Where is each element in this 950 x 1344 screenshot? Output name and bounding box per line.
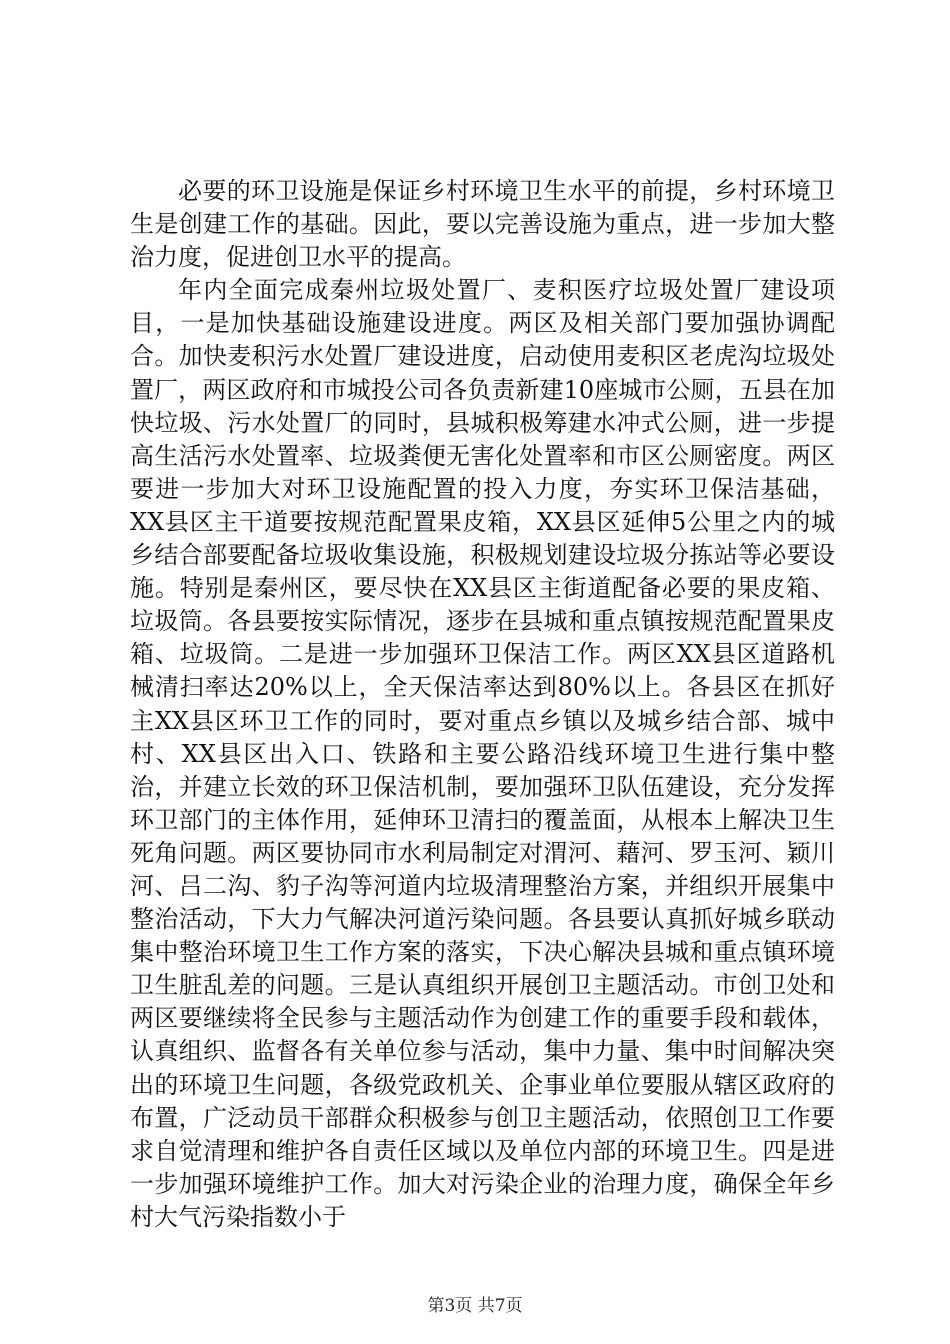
paragraph-2: 年内全面完成秦州垃圾处置厂、麦积医疗垃圾处置厂建设项目，一是加快基础设施建设进度。两区及相关部门要加强协调配合。加快麦积污水处置厂建设进度，启动使用麦积区老虎沟垃圾处置厂，两区政府和市城投公司各负责新建10座城市公厕，五县在加快垃圾、污水处置厂的同时，县城积极筹建水冲式公厕，进一步提高生活污水处置率、垃圾粪便无害化处置率和市区公厕密度。两区要进一步加大对环卫设施配置的投入力度，夯实环卫保洁基础，XX县区主干道要按规范配置果皮箱，XX县区延伸5公里之内的城乡结合部要配备垃圾收集设施，积极规划建设垃圾分拣站等必要设施。特别是秦州区，要尽快在XX县区主街道配备必要的果皮箱、垃圾筒。各县要按实际情况，逐步在县城和重点镇按规范配置果皮箱、垃圾筒。二是进一步加强环卫保洁工作。两区XX县区道路机械清扫率达20%以上，全天保洁率达到80%以上。各县区在抓好主XX县区环卫工作的同时，要对重点乡镇以及城乡结合部、城中村、XX县区出入口、铁路和主要公路沿线环境卫生进行集中整治，并建立长效的环卫保洁机制，要加强环卫队伍建设，充分发挥环卫部门的主体作用，延伸环卫清扫的覆盖面，从根本上解决卫生死角问题。两区要协同市水利局制定对渭河、藉河、罗玉河、颖川河、吕二沟、豹子沟等河道内垃圾清理整治方案，并组织开展集中整治活动，下大力气解决河道污染问题。各县要认真抓好城乡联动集中整治环境卫生工作方案的落实，下决心解决县城和重点镇环境卫生脏乱差的问题。三是认真组织开展创卫主题活动。市创卫处和两区要继续将全民参与主题活动作为创建工作的重要手段和载体，认真组织、监督各有关单位参与活动，集中力量、集中时间解决突出的环境卫生问题，各级党政机关、企事业单位要服从辖区政府的布置，广泛动员干部群众积极参与创卫主题活动，依照创卫工作要求自觉清理和维护各自责任区域以及单位内部的环境卫生。四是进一步加强环境维护工作。加大对污染企业的治理力度，确保全年乡村大气污染指数小于 [130,276,835,1231]
document-body [130,175,835,1234]
page-footer: 第3页 共7页 [427,1296,523,1316]
paragraph-1: 必要的环卫设施是保证乡村环境卫生水平的前提，乡村环境卫生是创建工作的基础。因此，要以完善设施为重点，进一步加大整治力度，促进创卫水平的提高。 [130,177,835,272]
